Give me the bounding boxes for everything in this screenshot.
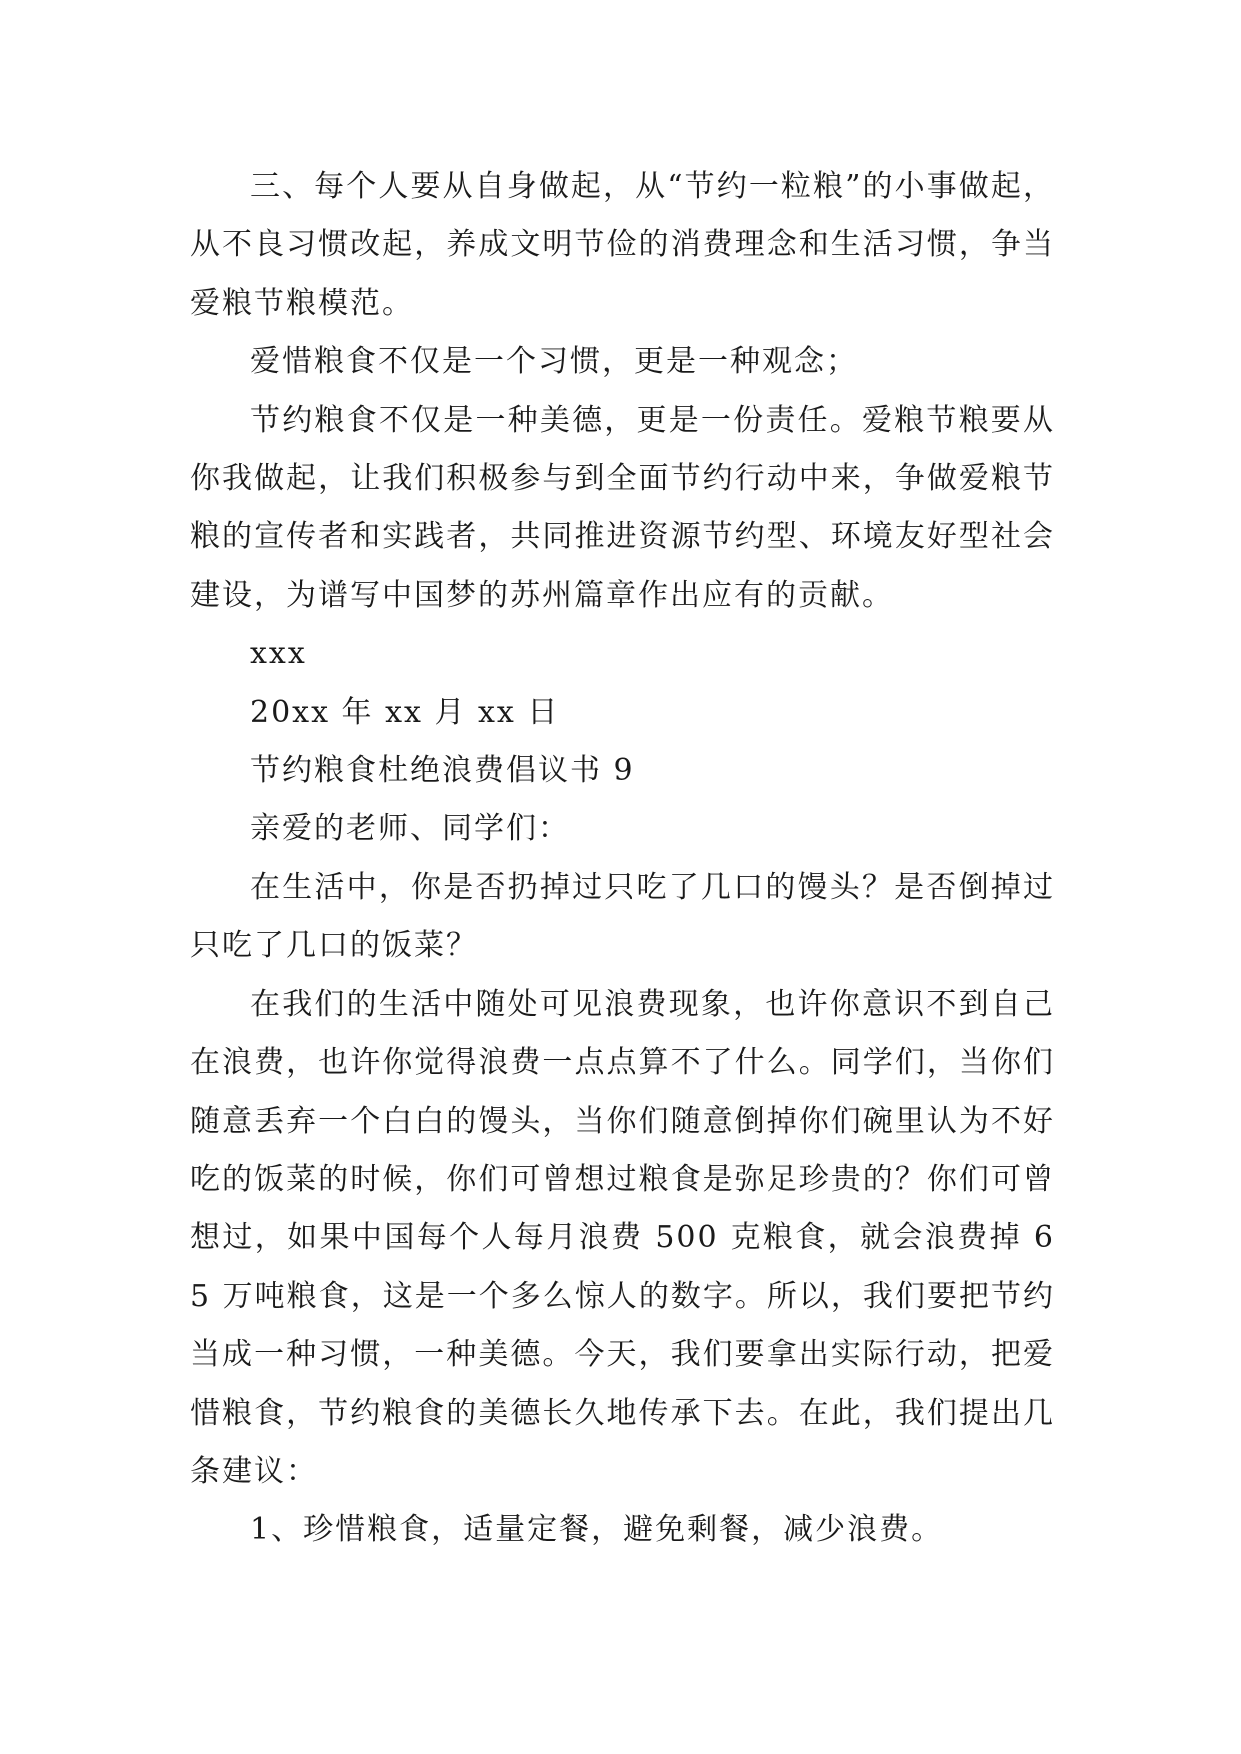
paragraph-save-food-duty: 节约粮食不仅是一种美德，更是一份责任。爱粮节粮要从你我做起，让我们积极参与到全面节约行动中来，争做爱粮节粮的宣传者和实践者，共同推进资源节约型、环境友好型社会建设，为谱写中国梦的苏州篇章作出应有的贡献。 bbox=[190, 402, 1055, 613]
paragraph-waste-phenomenon: 在我们的生活中随处可见浪费现象，也许你意识不到自己在浪费，也许你觉得浪费一点点算不了什么。同学们，当你们随意丢弃一个白白的馒头，当你们随意倒掉你们碗里认为不好吃的饭菜的时候，你们可曾想过粮食是弥足珍贵的？你们可曾想过，如果中国每个人每月浪费 500 克粮食，就会浪费掉 65 万吨粮食，这是一个多么惊人的数字。所以，我们要把节约当成一种习惯，一种美德。今天，我们要拿出实际行动，把爱惜粮食，节约粮食的美德长久地传承下去。在此，我们提出几条建议： bbox=[190, 986, 1055, 1489]
paragraph-point-three: 三、每个人要从自身做起，从“节约一粒粮”的小事做起，从不良习惯改起，养成文明节俭的消费理念和生活习惯，争当爱粮节粮模范。 bbox=[190, 169, 1055, 321]
paragraph-question: 在生活中，你是否扔掉过只吃了几口的馒头？是否倒掉过只吃了几口的饭菜？ bbox=[190, 869, 1055, 964]
paragraph-cherish-food: 爱惜粮食不仅是一个习惯，更是一种观念； bbox=[250, 344, 858, 380]
signature-date: 20xx 年 xx 月 xx 日 bbox=[250, 694, 560, 730]
salutation: 亲爱的老师、同学们： bbox=[250, 811, 570, 847]
section-title: 节约粮食杜绝浪费倡议书 9 bbox=[250, 753, 635, 789]
document-body bbox=[190, 158, 1055, 1560]
list-item-suggestion-1: 1、珍惜粮食，适量定餐，避免剩餐，减少浪费。 bbox=[250, 1512, 944, 1548]
signature-name: xxx bbox=[250, 636, 307, 672]
